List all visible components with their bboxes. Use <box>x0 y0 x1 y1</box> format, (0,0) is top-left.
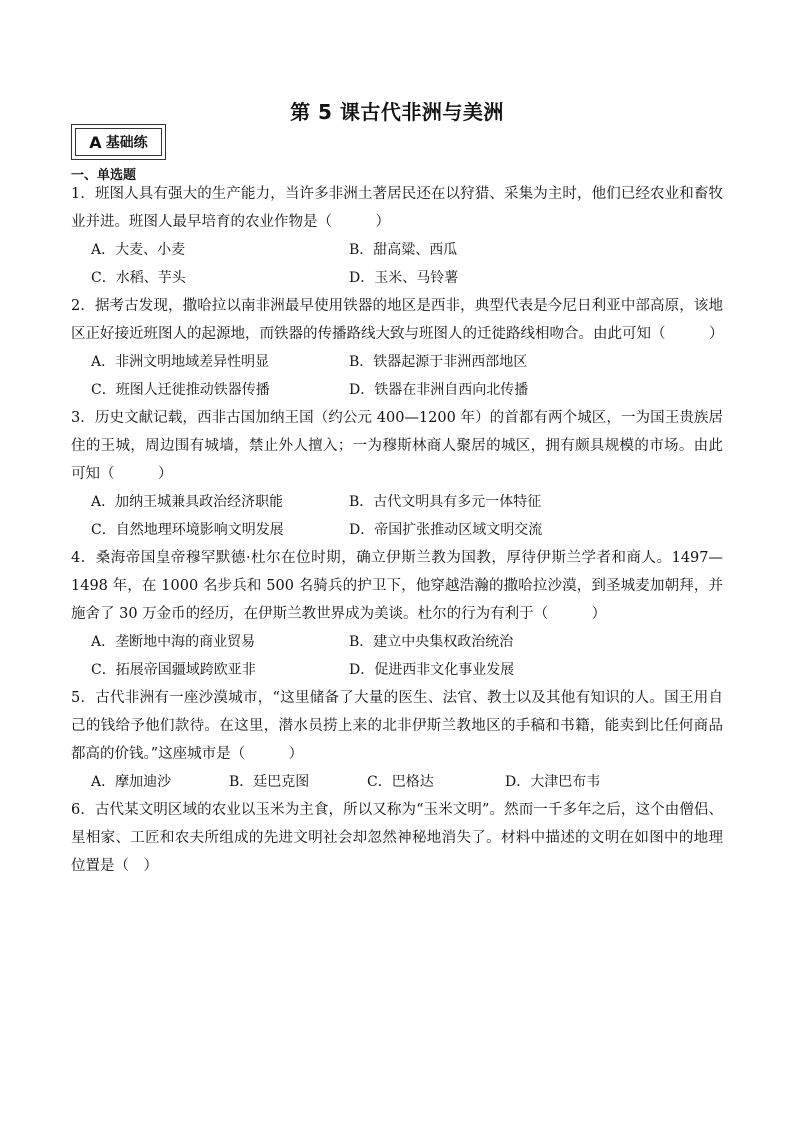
options <box>91 768 723 796</box>
option-b[interactable]: B．建立中央集权政治统治 <box>349 634 514 650</box>
option-a[interactable]: A．摩加迪沙 <box>91 774 172 790</box>
option-b[interactable]: B．铁器起源于非洲西部地区 <box>349 354 528 370</box>
question-6 <box>71 796 723 880</box>
question-stem: 1．班图人具有强大的生产能力，当许多非洲土著居民还在以狩猎、采集为主时，他们已经农业和畜牧业并进。班图人最早培育的农业作物是（ ） <box>71 186 723 230</box>
option-c[interactable]: C．拓展帝国疆域跨欧亚非 <box>91 662 256 678</box>
option-c[interactable]: C．班图人迁徙推动铁器传播 <box>91 382 270 398</box>
option-d[interactable]: D．铁器在非洲自西向北传播 <box>349 382 529 398</box>
option-b[interactable]: B．古代文明具有多元一体特征 <box>349 494 542 510</box>
question-5 <box>71 684 723 796</box>
option-b[interactable]: B．甜高粱、西瓜 <box>349 242 458 258</box>
section-heading: 一、单选题 <box>71 168 137 183</box>
question-stem: 3．历史文献记载，西非古国加纳王国（约公元 400—1200 年）的首都有两个城区，一为国王贵族居住的王城，周边围有城墙，禁止外人擅入；一为穆斯林商人聚居的城区，拥有颇具规模的市场。由此可知（ ） <box>71 410 723 482</box>
question-2 <box>71 292 723 404</box>
option-c[interactable]: C．巴格达 <box>367 774 434 790</box>
option-a[interactable]: A．加纳王城兼具政治经济职能 <box>91 494 284 510</box>
option-a[interactable]: A．垄断地中海的商业贸易 <box>91 634 256 650</box>
option-d[interactable]: D．帝国扩张推动区域文明交流 <box>349 522 543 538</box>
question-stem: 4．桑海帝国皇帝穆罕默德·杜尔在位时期，确立伊斯兰教为国教，厚待伊斯兰学者和商人。1497—1498 年，在 1000 名步兵和 500 名骑兵的护卫下，他穿越浩瀚的撒哈拉沙漠，到圣城麦加朝拜，并施舍了 30 万金币的经历，在伊斯兰教世界成为美谈。杜尔的行为有利于（ ） <box>71 550 723 622</box>
option-c[interactable]: C．水稻、芋头 <box>91 270 186 286</box>
option-c[interactable]: C．自然地理环境影响文明发展 <box>91 522 284 538</box>
option-a[interactable]: A．大麦、小麦 <box>91 242 186 258</box>
level-letter: A <box>89 132 102 152</box>
question-stem: 6．古代某文明区域的农业以玉米为主食，所以又称为“玉米文明”。然而一千多年之后，这个由僧侣、星相家、工匠和农夫所组成的先进文明社会却忽然神秘地消失了。材料中描述的文明在如图中的地理位置是（ ） <box>71 802 723 874</box>
level-badge-inner <box>75 128 162 156</box>
question-list <box>71 180 723 880</box>
option-d[interactable]: D．玉米、马铃薯 <box>349 270 459 286</box>
question-stem: 2．据考古发现，撒哈拉以南非洲最早使用铁器的地区是西非，典型代表是今尼日利亚中部高原，该地区正好接近班图人的起源地，而铁器的传播路线大致与班图人的迁徙路线相吻合。由此可知（ ） <box>71 298 724 342</box>
question-3 <box>71 404 723 544</box>
option-a[interactable]: A．非洲文明地域差异性明显 <box>91 354 270 370</box>
question-4 <box>71 544 723 684</box>
option-d[interactable]: D．促进西非文化事业发展 <box>349 662 515 678</box>
page-title: 第 5 课古代非洲与美洲 <box>290 100 504 124</box>
options <box>91 628 723 684</box>
options <box>91 348 723 404</box>
level-badge <box>71 124 166 160</box>
level-label: 基础练 <box>105 135 148 151</box>
question-stem: 5．古代非洲有一座沙漠城市，“这里储备了大量的医生、法官、教士以及其他有知识的人。国王用自己的钱给予他们款待。在这里，潜水员捞上来的北非伊斯兰教地区的手稿和书籍，能卖到比任何商品都高的价钱。”这座城市是（ ） <box>71 690 723 762</box>
question-1 <box>71 180 723 292</box>
option-b[interactable]: B．廷巴克图 <box>229 774 310 790</box>
option-d[interactable]: D．大津巴布韦 <box>505 774 601 790</box>
options <box>91 236 723 292</box>
options <box>91 488 723 544</box>
